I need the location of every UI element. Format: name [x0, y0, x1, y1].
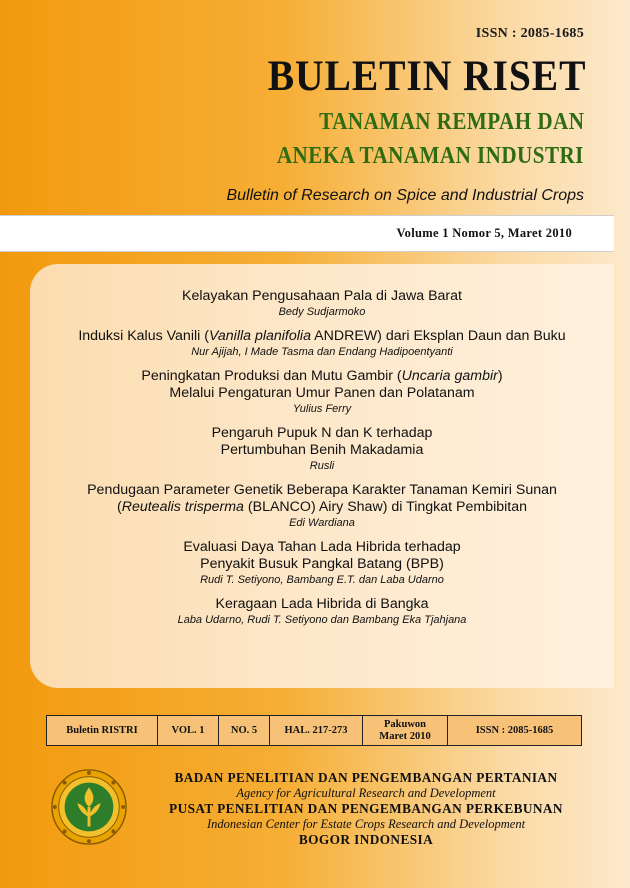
article-authors: Rudi T. Setiyono, Bambang E.T. dan Laba Udarno — [200, 574, 444, 586]
article-title: Pendugaan Parameter Genetik Beberapa Karakter Tanaman Kemiri Sunan (Reutealis trisperma (BLANCO) Airy Shaw) di Tingkat Pembibitan — [87, 482, 557, 515]
issn-top: ISSN : 2085-1685 — [475, 26, 584, 41]
publisher-block — [146, 770, 586, 848]
article-title: Keragaan Lada Hibrida di Bangka — [215, 596, 429, 612]
article-6 — [30, 539, 614, 587]
info-volume: VOL. 1 — [158, 716, 219, 745]
center-name: PUSAT PENELITIAN DAN PENGEMBANGAN PERKEBUNAN — [169, 801, 563, 816]
article-authors: Edi Wardiana — [289, 517, 355, 529]
article-title: Pengaruh Pupuk N dan K terhadap Pertumbuhan Benih Makadamia — [211, 425, 433, 458]
journal-subtitle-line1: TANAMAN REMPAH DAN — [318, 109, 584, 135]
article-title: Kelayakan Pengusahaan Pala di Jawa Barat — [181, 288, 462, 304]
volume-band — [0, 215, 614, 252]
ministry-logo-icon — [50, 768, 128, 846]
article-authors: Laba Udarno, Rudi T. Setiyono dan Bambang Eka Tjahjana — [177, 614, 467, 626]
info-issn: ISSN : 2085-1685 — [475, 724, 554, 736]
article-authors: Nur Ajijah, I Made Tasma dan Endang Hadipoentyanti — [191, 346, 453, 358]
article-authors: Rusli — [309, 460, 335, 472]
article-5 — [30, 482, 614, 530]
article-title: Evaluasi Daya Tahan Lada Hibrida terhadap Penyakit Busuk Pangkal Batang (BPB) — [183, 539, 461, 572]
article-2 — [30, 328, 614, 359]
article-list — [30, 288, 614, 636]
center-name-english: Indonesian Center for Estate Crops Research and Development — [206, 817, 526, 831]
agency-name: BADAN PENELITIAN DAN PENGEMBANGAN PERTANIAN — [174, 770, 558, 785]
article-title: Induksi Kalus Vanili (Vanilla planifolia ANDREW) dari Eksplan Daun dan Buku — [78, 328, 566, 344]
article-authors: Bedy Sudjarmoko — [278, 306, 366, 318]
article-1 — [30, 288, 614, 319]
journal-title: BULETIN RISET — [267, 53, 586, 100]
info-pages: HAL. 217-273 — [270, 716, 363, 745]
info-place-date: Pakuwon Maret 2010 — [363, 716, 448, 745]
article-title: Peningkatan Produksi dan Mutu Gambir (Uncaria gambir) Melalui Pengaturan Umur Panen dan Polatanam — [141, 368, 503, 401]
article-4 — [30, 425, 614, 473]
agency-name-english: Agency for Agricultural Research and Development — [236, 786, 496, 800]
article-3 — [30, 368, 614, 416]
english-title: Bulletin of Research on Spice and Industrial Crops — [226, 187, 584, 204]
article-7 — [30, 596, 614, 627]
article-authors: Yulius Ferry — [292, 403, 352, 415]
journal-subtitle-line2: ANEKA TANAMAN INDUSTRI — [277, 143, 584, 169]
info-bar — [46, 715, 582, 746]
location: BOGOR INDONESIA — [298, 832, 434, 847]
volume-line: Volume 1 Nomor 5, Maret 2010 — [396, 226, 572, 240]
info-number: NO. 5 — [219, 716, 270, 745]
info-journal: Buletin RISTRI — [47, 716, 158, 745]
